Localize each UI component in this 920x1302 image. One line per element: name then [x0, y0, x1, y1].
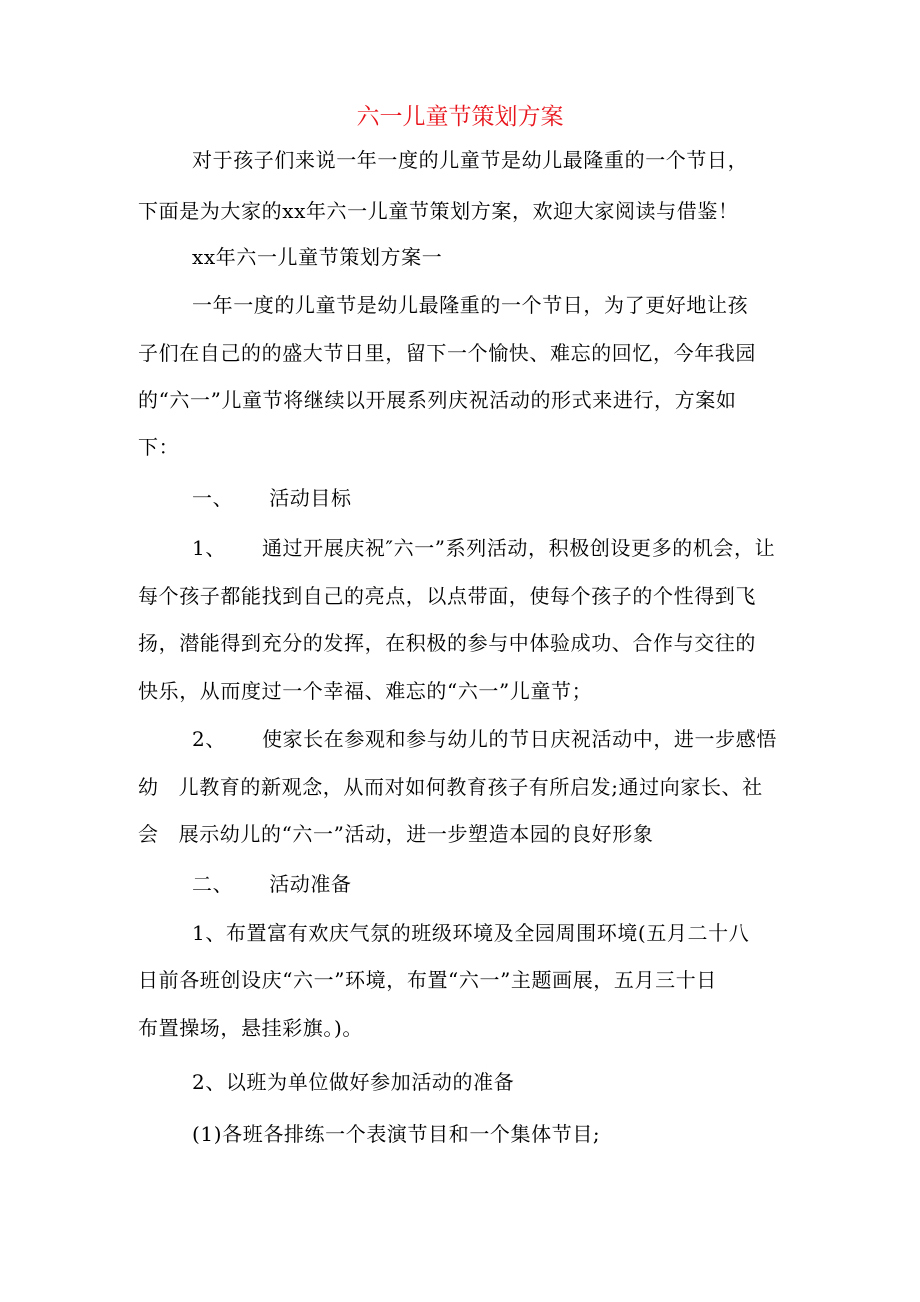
goal-1-line-2: 每个孩子都能找到自己的亮点，以点带面，使每个孩子的个性得到飞 [138, 584, 756, 608]
intro-line-1: 对于孩子们来说一年一度的儿童节是幼儿最隆重的一个节日， [192, 148, 749, 172]
goal-1-line-4: 快乐，从而度过一个幸福、难忘的“六一”儿童节； [138, 679, 593, 703]
goal-1-line-3: 扬，潜能得到充分的发挥，在积极的参与中体验成功、合作与交往的 [138, 631, 756, 655]
document-title: 六一儿童节策划方案 [356, 104, 564, 130]
plan-heading: xx年六一儿童节策划方案一 [192, 245, 443, 269]
intro-line-2: 下面是为大家的xx年六一儿童节策划方案，欢迎大家阅读与借鉴！ [138, 199, 739, 223]
prep-1-line-1: 1、布置富有欢庆气氛的班级环境及全园周围环境(五月二十八 [192, 921, 750, 945]
section-1-heading [192, 483, 352, 513]
para1-line-1: 一年一度的儿童节是幼儿最隆重的一个节日，为了更好地让孩 [192, 293, 749, 317]
goal-2-number: 2、 [192, 727, 226, 751]
goal-2-line-3 [138, 819, 653, 849]
section-2-number: 二、 [192, 872, 234, 896]
para1-line-3: 的“六一”儿童节将继续以开展系列庆祝活动的形式来进行，方案如 [138, 388, 737, 412]
goal-2-line-1 [192, 724, 777, 754]
prep-1-line-2: 日前各班创设庆“六一”环境，布置“六一”主题画展，五月三十日 [138, 968, 717, 992]
prep-2-line: 2、以班为单位做好参加活动的准备 [192, 1070, 515, 1094]
goal-2-line-2-rest: 儿教育的新观念，从而对如何教育孩子有所启发;通过向家长、社 [178, 775, 763, 799]
para1-line-2: 子们在自己的的盛大节日里，留下一个愉快、难忘的回忆，今年我园 [138, 341, 756, 365]
section-1-label: 活动目标 [269, 486, 352, 510]
section-1-number: 一、 [192, 486, 234, 510]
goal-2-text: 使家长在参观和参与幼儿的节日庆祝活动中，进一步感悟 [261, 727, 777, 751]
goal-2-line-3-rest: 展示幼儿的“六一”活动，进一步塑造本园的良好形象 [178, 822, 654, 846]
goal-2-line-2-start: 幼 [138, 775, 159, 799]
goal-2-line-3-start: 会 [138, 822, 159, 846]
para1-line-4: 下： [138, 435, 180, 459]
goal-1-line-1 [192, 533, 775, 563]
section-2-label: 活动准备 [269, 872, 352, 896]
goal-1-text: 通过开展庆祝″六一”系列活动，积极创设更多的机会，让 [261, 536, 776, 560]
goal-2-line-2 [138, 772, 763, 802]
section-2-heading [192, 869, 352, 899]
goal-1-number: 1、 [192, 536, 226, 560]
prep-1-line-3: 布置操场，悬挂彩旗。)。 [138, 1016, 364, 1040]
prep-2-1-line: (1)各班各排练一个表演节目和一个集体节目; [192, 1122, 601, 1146]
